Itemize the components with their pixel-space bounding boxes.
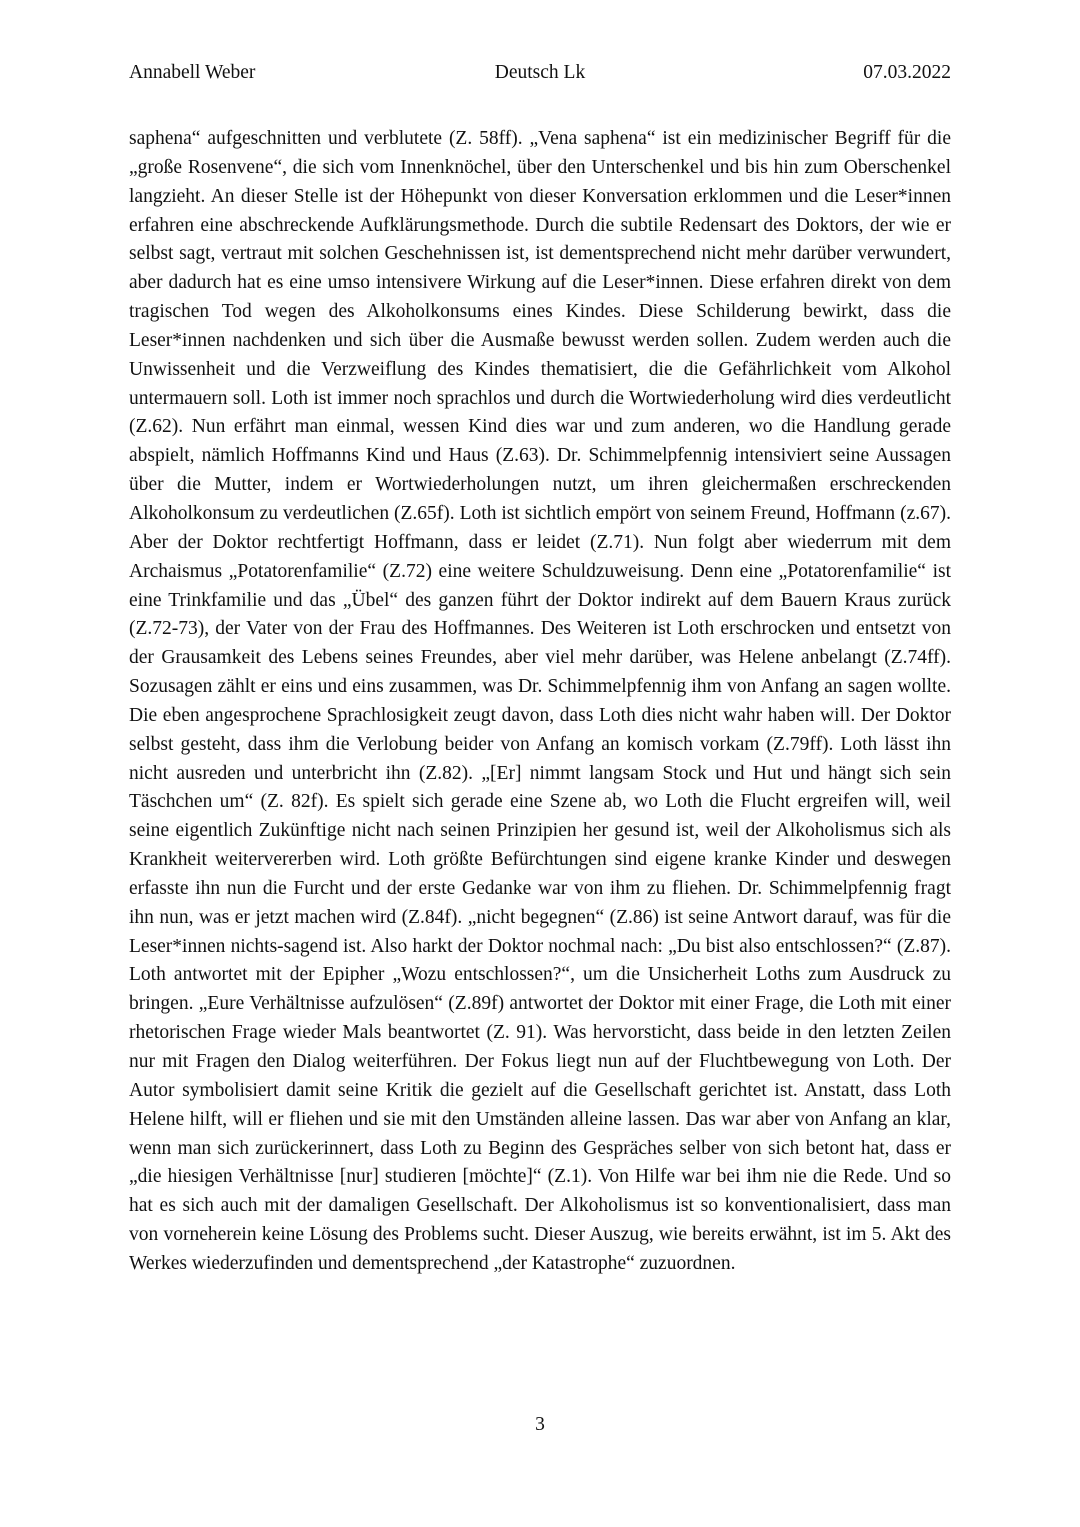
header-author: Annabell Weber <box>129 62 256 83</box>
page-number: 3 <box>535 1414 545 1435</box>
header-subject: Deutsch Lk <box>494 62 586 83</box>
body-paragraph: saphena“ aufgeschnitten und verblutete (Z. 58ff). „Vena saphena“ ist ein medizinischer Begriff für die „große Rosenvene“, die sich vom Innenknöchel, über den Unterschenkel und bis hin zum Oberschenkel langzieht. An dieser Stelle ist der Höhepunkt von dieser Konversation erklommen und die Leser*innen erfahren eine abschreckende Aufklärungsmethode. Durch die subtile Redensart des Doktors, der wie er selbst sagt, vertraut mit solchen Geschehnissen ist, ist dementsprechend nicht mehr darüber verwundert, aber dadurch hat es eine umso intensivere Wirkung auf die Leser*innen. Diese erfahren direkt von dem tragischen Tod wegen des Alkoholkonsums eines Kindes. Diese Schilderung bewirkt, dass die Leser*innen nachdenken und sich über die Ausmaße bewusst werden sollen. Zudem werden auch die Unwissenheit und die Verzweiflung des Kindes thematisiert, die die Gefährlichkeit vom Alkohol untermauern soll. Loth ist immer noch sprachlos und durch die Wortwiederholung wird dies verdeutlicht (Z.62). Nun erfährt man einmal, wessen Kind dies war und zum anderen, wo die Handlung gerade abspielt, nämlich Hoffmanns Kind und Haus (Z.63). Dr. Schimmelpfennig intensiviert seine Aussagen über die Mutter, indem er Wortwiederholungen nutzt, um ihren gleichermaßen erschreckenden Alkoholkonsum zu verdeutlichen (Z.65f). Loth ist sichtlich empört von seinem Freund, Hoffmann (z.67). Aber der Doktor rechtfertigt Hoffmann, dass er leidet (Z.71). Nun folgt aber wiederrum mit dem Archaismus „Potatorenfamilie“ (Z.72) eine weitere Schuldzuweisung. Denn eine „Potatorenfamilie“ ist eine Trinkfamilie und das „Übel“ des ganzen führt der Doktor indirekt auf dem Bauern Kraus zurück (Z.72-73), der Vater von der Frau des Hoffmannes. Des Weiteren ist Loth erschrocken und entsetzt von der Grausamkeit des Lebens seines Freundes, aber viel mehr darüber, was Helene anbelangt (Z.74ff). Sozusagen zählt er eins und eins zusammen, was Dr. Schimmelpfennig ihm von Anfang an sagen wollte. Die eben angesprochene Sprachlosigkeit zeugt davon, dass Loth dies nicht wahr haben will. Der Doktor selbst gesteht, dass ihm die Verlobung beider von Anfang an komisch vorkam (Z.79ff). Loth lässt ihn nicht ausreden und unterbricht ihn (Z.82). „[Er] nimmt langsam Stock und Hut und hängt sich sein Täschchen um“ (Z. 82f). Es spielt sich gerade eine Szene ab, wo Loth die Flucht ergreifen will, weil seine eigentlich Zukünftige nicht nach seinen Prinzipien her gesund ist, weil der Alkoholismus sich als Krankheit weitervererben wird. Loth größte Befürchtungen sind eigene kranke Kinder und deswegen erfasste ihn nun die Furcht und der erste Gedanke war von ihm zu fliehen. Dr. Schimmelpfennig fragt ihn nun, was er jetzt machen wird (Z.84f). „nicht begegnen“ (Z.86) ist seine Antwort darauf, was für die Leser*innen nichts-sagend ist. Also harkt der Doktor nochmal nach: „Du bist also entschlossen?“ (Z.87). Loth antwortet mit der Epipher „Wozu entschlossen?“, um die Unsicherheit Loths zum Ausdruck zu bringen. „Eure Verhältnisse aufzulösen“ (Z.89f) antwortet der Doktor mit einer Frage, die Loth mit einer rhetorischen Frage wieder Mals beantwortet (Z. 91). Was hervorsticht, dass beide in den letzten Zeilen nur mit Fragen den Dialog weiterführen. Der Fokus liegt nun auf der Fluchtbewegung von Loth. Der Autor symbolisiert damit seine Kritik die gezielt auf die Gesellschaft gerichtet ist. Anstatt, dass Loth Helene hilft, will er fliehen und sie mit den Umständen alleine lassen. Das war aber von Anfang an klar, wenn man sich zurückerinnert, dass Loth zu Beginn des Gespräches selber von sich betont hat, dass er „die hiesigen Verhältnisse [nur] studieren [möchte]“ (Z.1). Von Hilfe war bei ihm nie die Rede. Und so hat es sich auch mit der damaligen Gesellschaft. Der Alkoholismus ist so konventionalisiert, dass man von vorneherein keine Lösung des Problems sucht. Dieser Auszug, wie bereits erwähnt, ist im 5. Akt des Werkes wiederzufinden und dementsprechend „der Katastrophe“ zuzuordnen. <box>129 128 951 1274</box>
header-date: 07.03.2022 <box>863 62 951 83</box>
body-text <box>129 125 951 1279</box>
page-header <box>129 62 951 90</box>
